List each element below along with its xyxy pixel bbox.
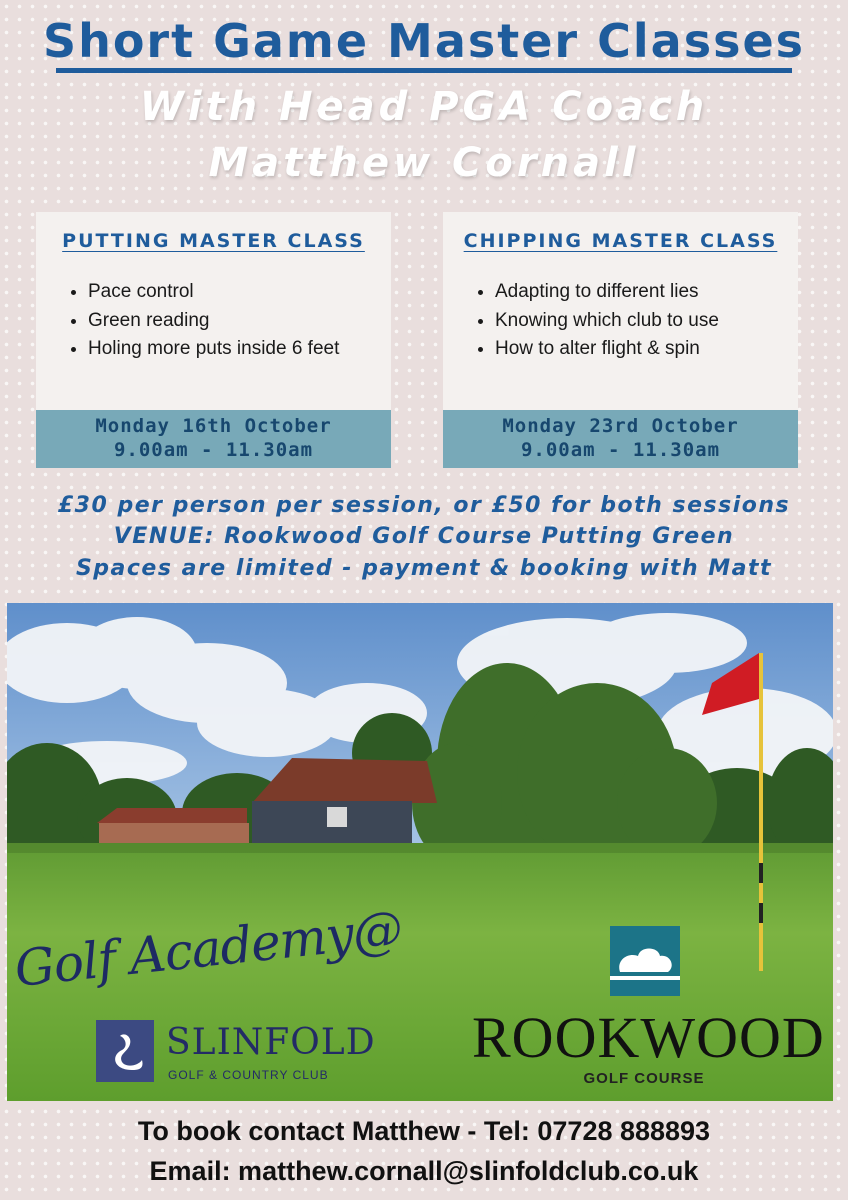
booking-note: Spaces are limited - payment & booking with Matt bbox=[75, 556, 773, 581]
putting-class-card bbox=[36, 212, 391, 468]
slinfold-swan-icon bbox=[96, 1020, 154, 1082]
list-item: • Holing more puts inside 6 feet bbox=[88, 335, 339, 364]
putting-class-title: PUTTING MASTER CLASS bbox=[62, 230, 365, 252]
rookwood-tree-icon bbox=[610, 926, 680, 996]
list-item: • Green reading bbox=[88, 307, 339, 336]
putting-class-date: Monday 16th October bbox=[95, 415, 332, 437]
contact-email-line: Email: matthew.cornall@slinfoldclub.co.uk bbox=[149, 1156, 699, 1186]
chipping-class-time: 9.00am - 11.30am bbox=[520, 439, 721, 461]
list-item: • Knowing which club to use bbox=[495, 307, 719, 336]
slinfold-logo-name: SLINFOLD bbox=[166, 1022, 376, 1063]
putting-class-topics bbox=[88, 278, 339, 364]
subtitle-name: Matthew Cornall bbox=[208, 140, 640, 186]
chipping-class-title: CHIPPING MASTER CLASS bbox=[463, 230, 778, 252]
rookwood-logo-name: ROOKWOOD bbox=[472, 1005, 825, 1070]
subtitle-coach: With Head PGA Coach bbox=[139, 84, 709, 130]
list-item: • Pace control bbox=[88, 278, 339, 307]
list-item: • How to alter flight & spin bbox=[495, 335, 719, 364]
pricing-text: £30 per person per session, or £50 for both sessions bbox=[57, 493, 791, 518]
venue-text: VENUE: Rookwood Golf Course Putting Green bbox=[113, 524, 735, 549]
rookwood-logo-sub: GOLF COURSE bbox=[583, 1070, 705, 1087]
chipping-class-schedule bbox=[443, 410, 798, 468]
chipping-class-topics bbox=[495, 278, 719, 364]
page-title: Short Game Master Classes bbox=[42, 14, 806, 68]
chipping-class-card bbox=[443, 212, 798, 468]
chipping-class-date: Monday 23rd October bbox=[502, 415, 739, 437]
contact-phone-line: To book contact Matthew - Tel: 07728 888893 bbox=[137, 1116, 711, 1146]
putting-class-schedule bbox=[36, 410, 391, 468]
list-item: • Adapting to different lies bbox=[495, 278, 719, 307]
golf-academy-script-logo: Golf Academy@ bbox=[11, 899, 405, 998]
title-underline bbox=[56, 68, 792, 73]
slinfold-logo-sub: GOLF & COUNTRY CLUB bbox=[168, 1068, 329, 1082]
putting-class-time: 9.00am - 11.30am bbox=[113, 439, 314, 461]
